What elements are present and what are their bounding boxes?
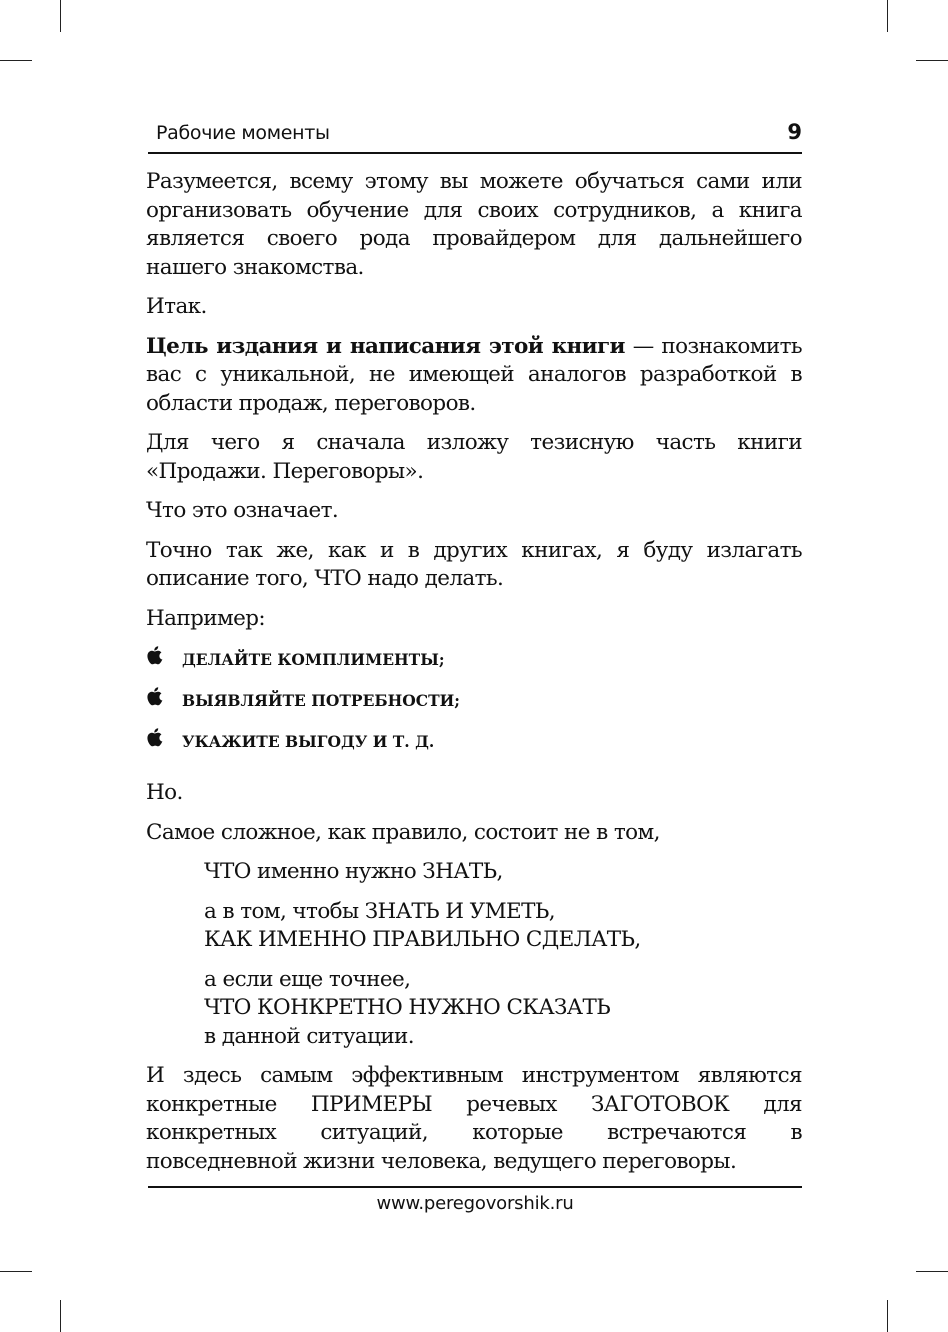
indented-block <box>204 858 802 887</box>
crop-mark <box>887 1300 888 1332</box>
bullet-text: ДЕЛАЙТЕ КОМПЛИМЕНТЫ; <box>182 650 445 669</box>
paragraph: Что это означает. <box>146 498 339 523</box>
list-item <box>146 685 802 726</box>
crop-mark <box>0 1271 32 1272</box>
crop-mark <box>60 1300 61 1332</box>
bullet-list <box>146 644 802 767</box>
paragraph: Самое сложное, как правило, состоит не в том, <box>146 819 660 845</box>
bullet-text: ВЫЯВЛЯЙТЕ ПОТРЕБНОСТИ; <box>182 691 461 710</box>
paragraph: Разумеется, всему этому вы можете обучаться сами или организовать обучение для своих сотрудников, а книга является своего рода провайдером для дальнейшего нашего знакомства. <box>146 169 802 280</box>
footer-url: www.peregovorshik.ru <box>376 1193 574 1214</box>
crop-mark <box>916 60 948 61</box>
indented-block <box>204 966 802 1052</box>
running-title: Рабочие моменты <box>156 122 330 144</box>
page-footer <box>148 1186 802 1214</box>
paragraph <box>146 333 802 419</box>
bullet-text: УКАЖИТЕ ВЫГОДУ И Т. Д. <box>182 732 435 751</box>
apple-icon <box>146 727 164 747</box>
page-body <box>146 168 802 1187</box>
indented-block <box>204 898 802 955</box>
list-item <box>146 644 802 685</box>
paragraph: Точно так же, как и в других книгах, я буду излагать описание того, ЧТО надо делать. <box>146 537 802 591</box>
paragraph: Но. <box>146 780 183 805</box>
indented-line: в данной ситуации. <box>204 1023 415 1049</box>
crop-mark <box>887 0 888 32</box>
paragraph: Для чего я сначала изложу тезисную часть книги «Продажи. Переговоры». <box>146 430 802 484</box>
list-item <box>146 726 802 767</box>
indented-line: ЧТО КОНКРЕТНО НУЖНО СКАЗАТЬ <box>204 995 611 1020</box>
paragraph: И здесь самым эффективным инструментом являются конкретные ПРИМЕРЫ речевых ЗАГОТОВОК для конкретных ситуаций, которые встречаются в повседневной жизни человека, ведущего переговоры. <box>146 1063 802 1174</box>
paragraph: Например: <box>146 605 266 631</box>
crop-mark <box>60 0 61 32</box>
paragraph-rest: — познакомить вас с уникальной, не имеющей аналогов разработкой в области продаж, переговоров. <box>146 333 803 416</box>
indented-line: ЧТО именно нужно ЗНАТЬ, <box>204 859 503 884</box>
crop-mark <box>0 60 32 61</box>
page-header <box>148 116 802 154</box>
indented-line: а в том, чтобы ЗНАТЬ И УМЕТЬ, <box>204 898 555 924</box>
indented-line: а если еще точнее, <box>204 966 411 992</box>
apple-icon <box>146 645 164 665</box>
indented-line: КАК ИМЕННО ПРАВИЛЬНО СДЕЛАТЬ, <box>204 927 641 952</box>
apple-icon <box>146 686 164 706</box>
crop-mark <box>916 1271 948 1272</box>
page-number: 9 <box>787 120 802 144</box>
paragraph-bold-lead: Цель издания и написания этой книги <box>146 333 625 359</box>
paragraph: Итак. <box>146 294 207 319</box>
